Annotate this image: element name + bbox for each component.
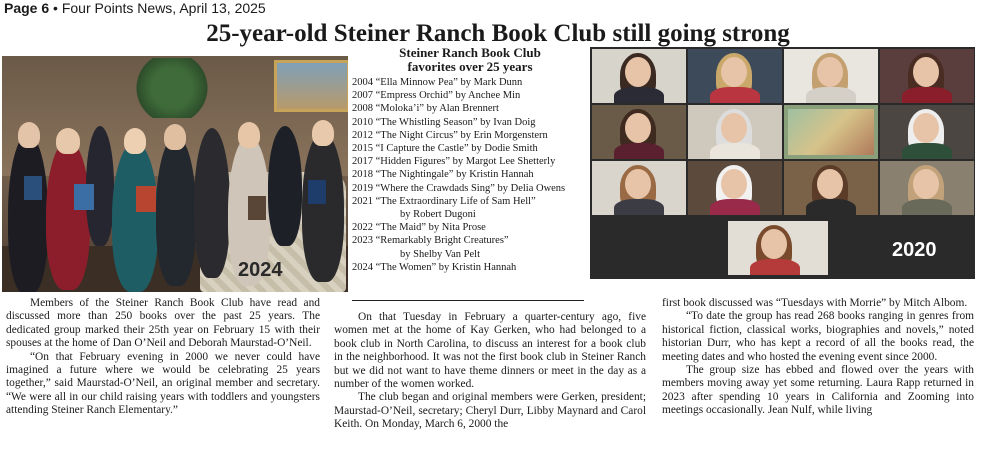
- favorite-item: 2022 “The Maid” by Nita Prose: [352, 222, 486, 234]
- section-divider: [352, 300, 584, 301]
- sidebar-title: [352, 46, 588, 74]
- zoom-tile: [592, 105, 686, 159]
- group-photo-2024: [2, 56, 348, 292]
- article-paragraph: “To date the group has read 268 books ranging in genres from historical fiction, classical works, biographies and novels,” noted historian Durr, who has kept a record of all the books read, the meeting dates and who hosted the evening event since 2000.: [662, 310, 974, 363]
- favorite-item: 2004 “Ella Minnow Pea” by Mark Dunn: [352, 77, 523, 88]
- article-column-1: [6, 297, 320, 418]
- zoom-tile: [592, 49, 686, 103]
- zoom-tile: [784, 49, 878, 103]
- favorite-item: 2008 “Moloka’i” by Alan Brennert: [352, 103, 499, 115]
- article-paragraph: “On that February evening in 2000 we never could have imagined a future where we would be celebrating 25 years together,” said Maurstad-O’Neil, an original member and secretary. “We were all in our child raising years with toddlers and youngsters attending Steiner Ranch Elementary.”: [6, 350, 320, 417]
- zoom-tile: [880, 105, 974, 159]
- favorite-item: 2010 “The Whistling Season” by Ivan Doig: [352, 116, 536, 128]
- article-headline: 25-year-old Steiner Ranch Book Club still going strong: [206, 20, 790, 47]
- article-paragraph: On that Tuesday in February a quarter-century ago, five women met at the home of Kay Gerken, who had belonged to a book club in North Carolina, to discuss an interest for a book club in the neighborhood. It was not the first book club in Steiner Ranch but we did not want to have theme dinners or meet in the day as a number of the women worked.: [334, 311, 646, 391]
- favorite-item: 2007 “Empress Orchid” by Anchee Min: [352, 90, 521, 102]
- masthead-bullet: •: [53, 0, 58, 16]
- article-paragraph: Members of the Steiner Ranch Book Club have read and discussed more than 250 books over the past 25 years. The dedicated group marked their 25th year on February 15 with their spouses at the home of Dan O’Neil and Deborah Maurstad-O’Neil.: [6, 297, 320, 350]
- masthead: [4, 0, 266, 16]
- favorite-item: 2023 “Remarkably Bright Creatures”: [352, 235, 509, 247]
- favorite-item: 2012 “The Night Circus” by Erin Morgenstern: [352, 129, 548, 141]
- issue-line: Four Points News, April 13, 2025: [61, 0, 266, 16]
- zoom-tile: [728, 221, 828, 275]
- favorite-item: 2015 “I Capture the Castle” by Dodie Smith: [352, 143, 538, 155]
- favorite-item: 2019 “Where the Crawdads Sing” by Delia Owens: [352, 182, 566, 194]
- photo-year-label-2024: 2024: [238, 259, 283, 281]
- zoom-tile: [784, 105, 878, 159]
- article-paragraph: first book discussed was “Tuesdays with Morrie” by Mitch Albom.: [662, 297, 968, 309]
- zoom-tile: [880, 49, 974, 103]
- zoom-tile: [784, 161, 878, 215]
- favorite-item: 2017 “Hidden Figures” by Margot Lee Shetterly: [352, 156, 556, 168]
- article-paragraph: The group size has ebbed and flowed over the years with members moving away yet some returning. Laura Rapp returned in 2023 after spending 10 years in California and Zooming into meetings occasionally. Jean Nulf, while living: [662, 364, 974, 417]
- page-number: Page 6: [4, 0, 50, 16]
- zoom-photo-2020: [590, 47, 975, 279]
- favorite-item: 2021 “The Extraordinary Life of Sam Hell”: [352, 195, 536, 207]
- article-paragraph: The club began and original members were Gerken, president; Maurstad-O’Neil, secretary; Cheryl Durr, Libby Maynard and Carol Keith. On Monday, March 6, 2000 the: [334, 391, 646, 431]
- favorites-list: [352, 76, 588, 274]
- sidebar-title-line1: Steiner Ranch Book Club: [399, 45, 541, 60]
- favorites-sidebar: [352, 46, 588, 274]
- photo-year-label-2020: 2020: [892, 239, 937, 261]
- zoom-tile: [592, 161, 686, 215]
- zoom-tile: [688, 161, 782, 215]
- zoom-tile: [688, 105, 782, 159]
- article-column-2: [334, 311, 646, 432]
- favorite-author-line: by Robert Dugoni: [400, 209, 476, 221]
- favorite-item-continued: [352, 208, 588, 221]
- favorite-item: 2018 “The Nightingale” by Kristin Hannah: [352, 169, 534, 181]
- sidebar-title-line2: favorites over 25 years: [407, 59, 533, 74]
- zoom-tile: [880, 161, 974, 215]
- article-column-3: [662, 297, 974, 418]
- favorite-item: 2024 “The Women” by Kristin Hannah: [352, 261, 517, 273]
- favorite-author-line: by Shelby Van Pelt: [400, 248, 481, 260]
- zoom-tile: [688, 49, 782, 103]
- favorite-item-continued: [352, 248, 588, 261]
